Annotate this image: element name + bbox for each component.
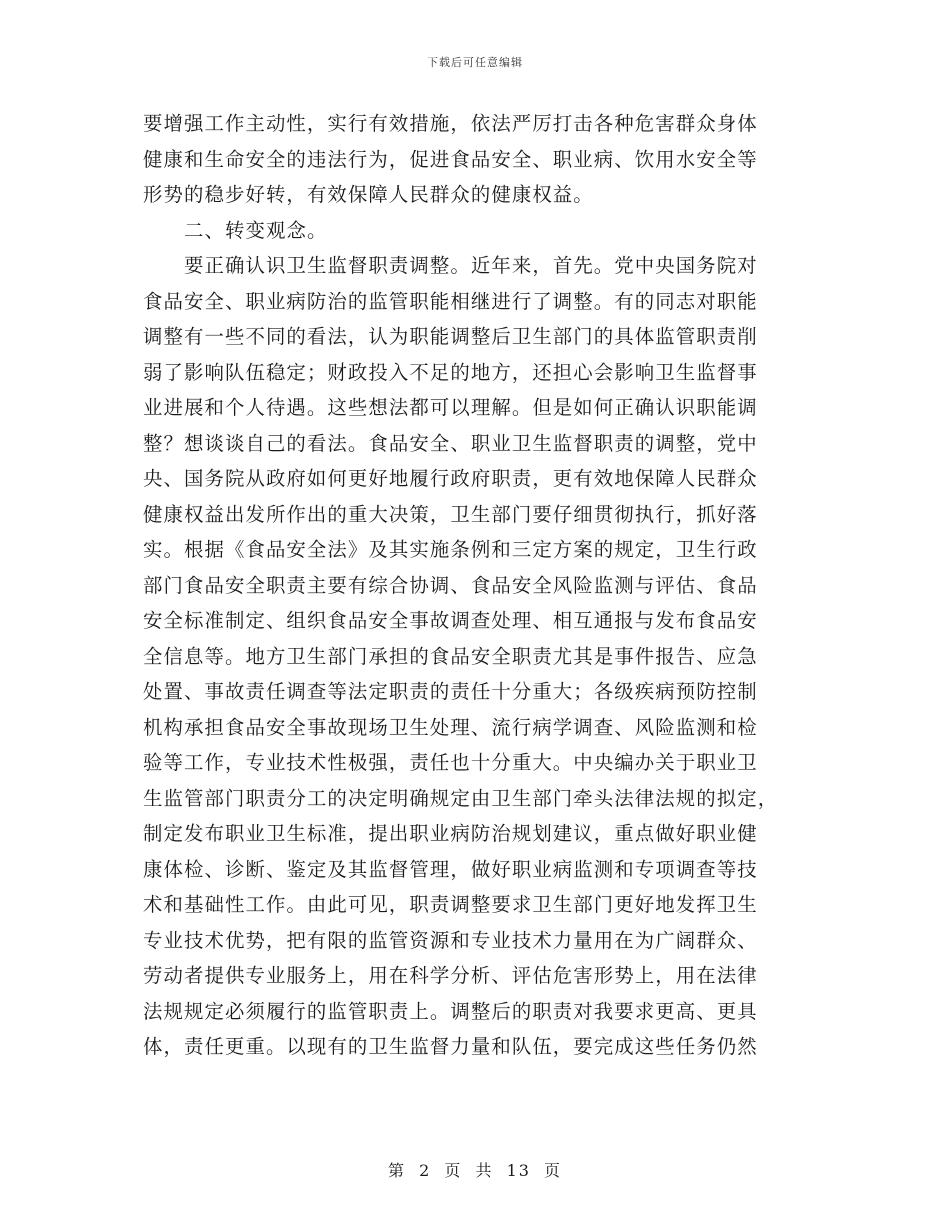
text-line: 健康和生命安全的违法行为，促进食品安全、职业病、饮用水安全等 [143, 147, 758, 171]
total-page-count: 13 [506, 1161, 531, 1180]
text-line: 法规规定必须履行的监管职责上。调整后的职责对我要求更高、更具 [143, 999, 758, 1023]
text-line: 食品安全、职业病防治的监管职能相继进行了调整。有的同志对职能 [143, 289, 758, 313]
document-body [143, 106, 803, 1065]
text-line: 健康权益出发所作出的重大决策，卫生部门要仔细贯彻执行，抓好落 [143, 502, 758, 526]
text-line: 形势的稳步好转，有效保障人民群众的健康权益。 [143, 183, 594, 206]
page-header: 下载后可任意编辑 [427, 56, 523, 69]
page-footer [0, 1158, 950, 1181]
text-line: 实。根据《食品安全法》及其实施条例和三定方案的规定，卫生行政 [143, 538, 758, 561]
text-line: 业进展和个人待遇。这些想法都可以理解。但是如何正确认识职能调 [143, 396, 758, 419]
section-heading: 二、转变观念。 [184, 218, 328, 242]
text-line: 劳动者提供专业服务上，用在科学分析、评估危害形势上，用在法律 [143, 964, 758, 987]
text-line: 整？想谈谈自己的看法。食品安全、职业卫生监督职责的调整，党中 [143, 431, 758, 455]
current-page-number: 2 [419, 1161, 432, 1180]
text-line: 调整有一些不同的看法，认为职能调整后卫生部门的具体监管职责削 [143, 325, 758, 348]
text-line: 制定发布职业卫生标准，提出职业病防治规划建议，重点做好职业健 [143, 822, 758, 845]
text-line: 处置、事故责任调查等法定职责的责任十分重大；各级疾病预防控制 [143, 680, 758, 703]
text-line: 全信息等。地方卫生部门承担的食品安全职责尤其是事件报告、应急 [143, 644, 758, 668]
text-line: 央、国务院从政府如何更好地履行政府职责，更有效地保障人民群众 [143, 467, 758, 490]
footer-total-word: 共 [475, 1161, 494, 1180]
text-line: 术和基础性工作。由此可见，职责调整要求卫生部门更好地发挥卫生 [143, 893, 758, 916]
footer-page-word: 页 [444, 1161, 463, 1180]
text-line: 部门食品安全职责主要有综合协调、食品安全风险监测与评估、食品 [143, 573, 758, 597]
text-line: 机构承担食品安全事故现场卫生处理、流行病学调查、风险监测和检 [143, 715, 758, 739]
text-line: 体，责任更重。以现有的卫生监督力量和队伍，要完成这些任务仍然 [143, 1035, 758, 1058]
paragraph-first-line: 要正确认识卫生监督职责调整。近年来，首先。党中央国务院对 [184, 254, 758, 277]
text-line: 验等工作，专业技术性极强，责任也十分重大。中央编办关于职业卫 [143, 751, 758, 774]
text-line: 弱了影响队伍稳定；财政投入不足的地方，还担心会影响卫生监督事 [143, 360, 758, 384]
footer-prefix: 第 [387, 1161, 406, 1180]
text-line: 康体检、诊断、鉴定及其监督管理，做好职业病监测和专项调查等技 [143, 857, 758, 881]
text-line: 安全标准制定、组织食品安全事故调查处理、相互通报与发布食品安 [143, 609, 758, 632]
text-line: 要增强工作主动性，实行有效措施，依法严厉打击各种危害群众身体 [143, 112, 758, 135]
text-line: 专业技术优势，把有限的监管资源和专业技术力量用在为广阔群众、 [143, 928, 758, 952]
footer-suffix: 页 [544, 1161, 563, 1180]
text-line: 生监管部门职责分工的决定明确规定由卫生部门牵头法律法规的拟定， [143, 786, 779, 810]
